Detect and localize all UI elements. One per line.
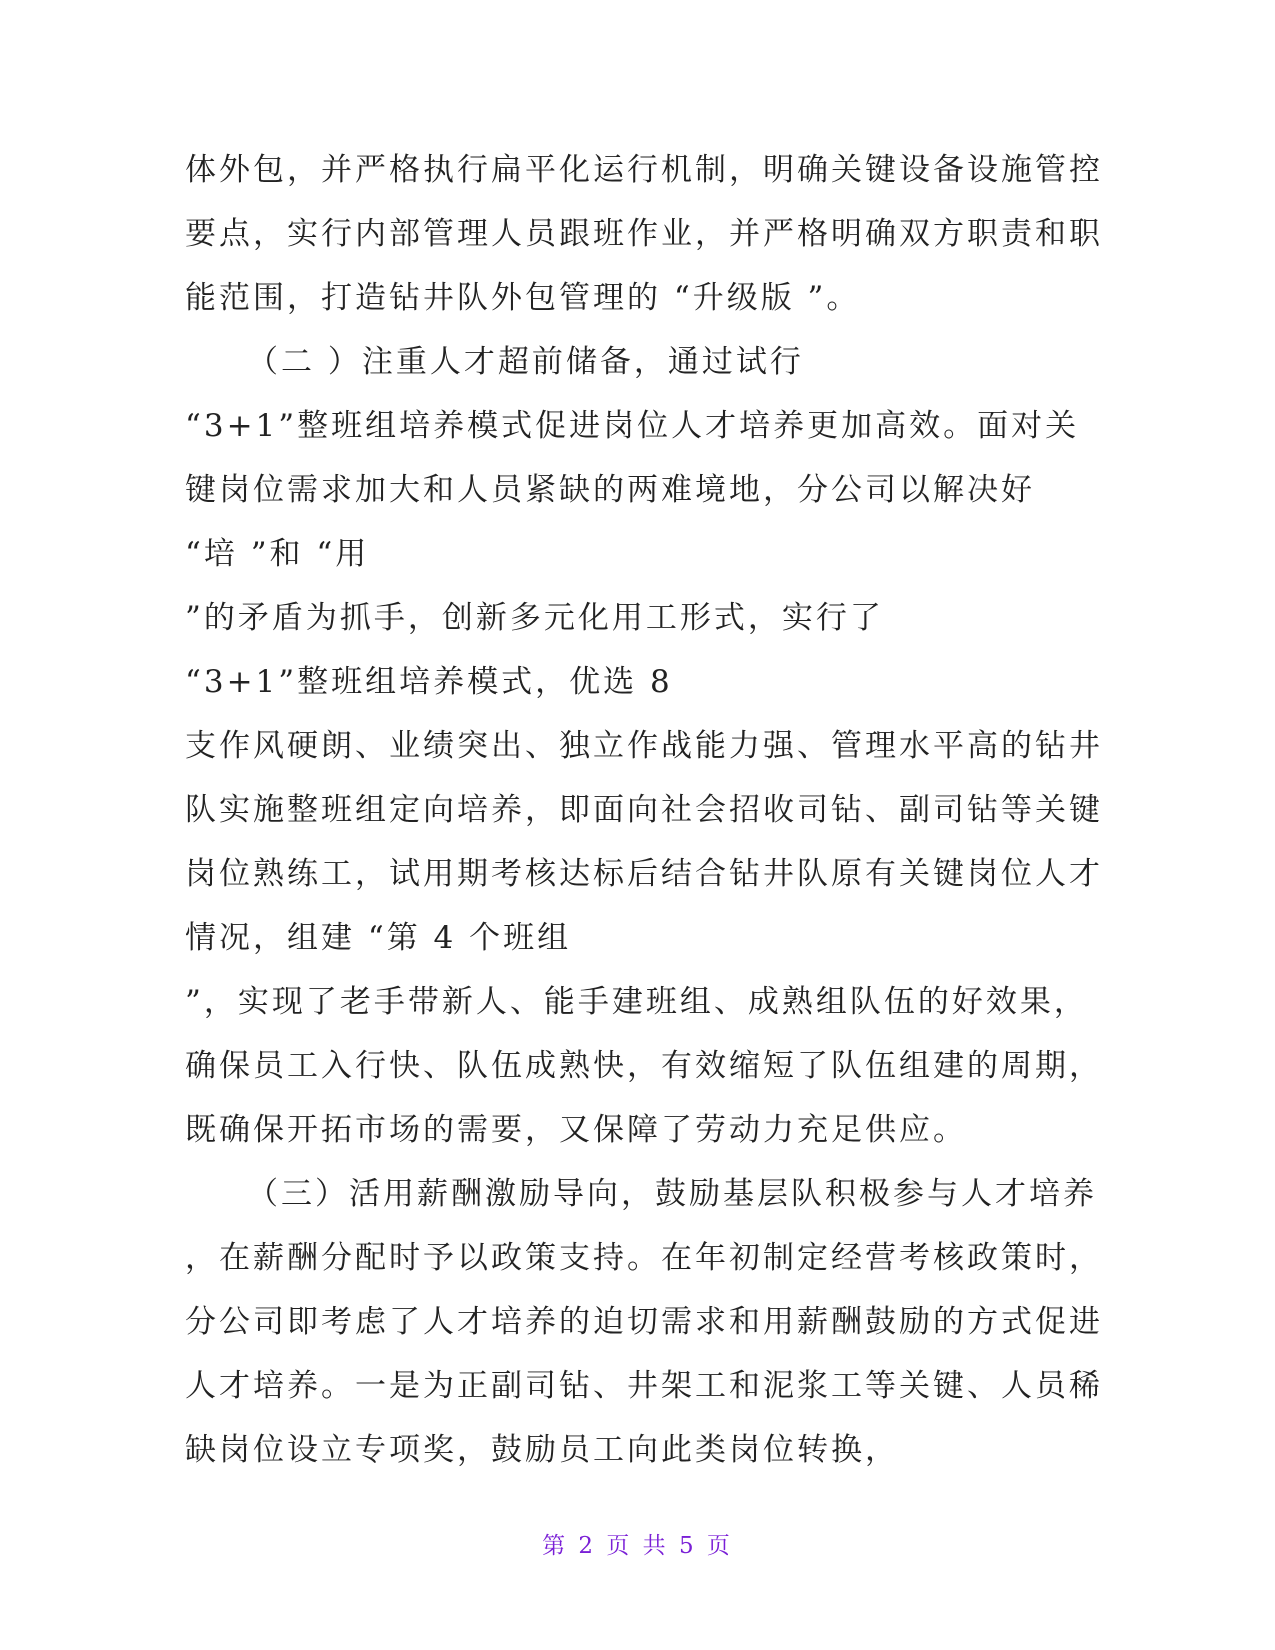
text-line: 键岗位需求加大和人员紧缺的两难境地，分公司以解决好 — [185, 472, 1035, 508]
text-line: 既确保开拓市场的需要，又保障了劳动力充足供应。 — [185, 1112, 967, 1148]
text-line: “培 ”和 “用 — [185, 536, 370, 572]
text-line: 情况，组建 “第 4 个班组 — [185, 920, 572, 956]
text-line: 分公司即考虑了人才培养的迫切需求和用薪酬鼓励的方式促进 — [185, 1304, 1103, 1340]
text-line: 人才培养。一是为正副司钻、井架工和泥浆工等关键、人员稀 — [185, 1368, 1103, 1404]
text-line: 要点，实行内部管理人员跟班作业，并严格明确双方职责和职 — [185, 216, 1103, 252]
text-line: 能范围，打造钻井队外包管理的 “升级版 ”。 — [185, 280, 861, 316]
text-line: “3+1”整班组培养模式促进岗位人才培养更加高效。面对关 — [185, 408, 1080, 444]
text-line: 体外包，并严格执行扁平化运行机制，明确关键设备设施管控 — [185, 152, 1103, 188]
page-number-footer: 第 2 页 共 5 页 — [542, 1533, 733, 1559]
body-text — [185, 138, 1103, 1482]
text-line: （三）活用薪酬激励导向，鼓励基层队积极参与人才培养 — [247, 1176, 1097, 1212]
text-line: 确保员工入行快、队伍成熟快，有效缩短了队伍组建的周期， — [185, 1048, 1103, 1084]
text-line: ”，实现了老手带新人、能手建班组、成熟组队伍的好效果， — [185, 984, 1088, 1020]
text-line: 缺岗位设立专项奖，鼓励员工向此类岗位转换， — [185, 1432, 899, 1468]
text-line: “3+1”整班组培养模式，优选 8 — [185, 664, 673, 700]
text-line: ”的矛盾为抓手，创新多元化用工形式，实行了 — [185, 600, 884, 636]
text-line: 队实施整班组定向培养，即面向社会招收司钻、副司钻等关键 — [185, 792, 1103, 828]
text-line: ，在薪酬分配时予以政策支持。在年初制定经营考核政策时， — [185, 1240, 1103, 1276]
text-line: 支作风硬朗、业绩突出、独立作战能力强、管理水平高的钻井 — [185, 728, 1103, 764]
text-line: （二 ）注重人才超前储备，通过试行 — [247, 344, 804, 380]
text-line: 岗位熟练工，试用期考核达标后结合钻井队原有关键岗位人才 — [185, 856, 1103, 892]
